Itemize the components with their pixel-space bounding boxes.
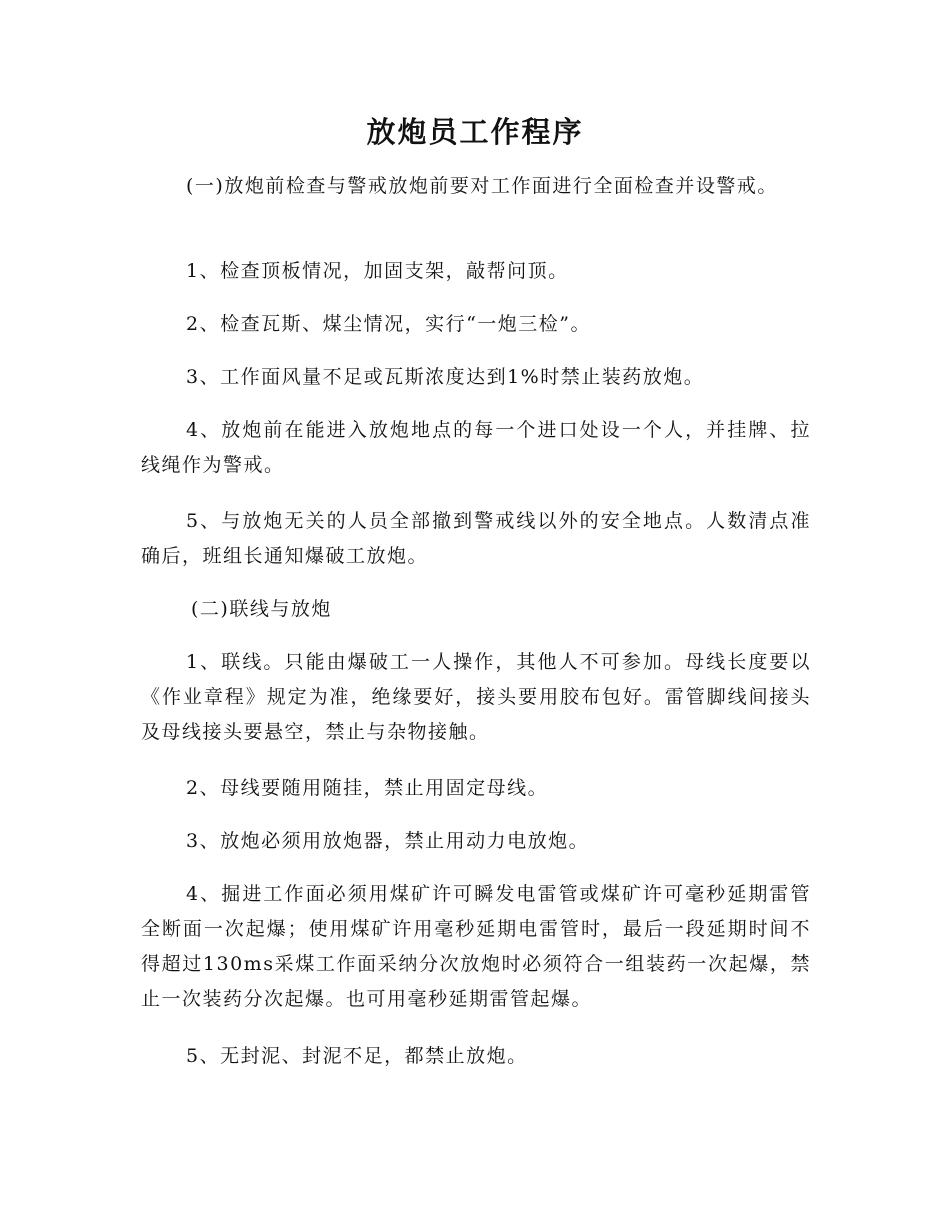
paragraph-section-1-heading: (一)放炮前检查与警戒放炮前要对工作面进行全面检查并设警戒。 xyxy=(186,175,778,197)
paragraph-item: 1、联线。只能由爆破工一人操作，其他人不可参加。母线长度要以《作业章程》规定为准，绝缘要好，接头要用胶布包好。雷管脚线间接头及母线接头要悬空，禁止与杂物接触。 xyxy=(141,651,811,743)
paragraph-item: 3、工作面风量不足或瓦斯浓度达到1%时禁止装药放炮。 xyxy=(186,366,705,388)
paragraph-item: 2、检查瓦斯、煤尘情况，实行“一炮三检”。 xyxy=(186,313,592,335)
paragraph-item: 3、放炮必须用放炮器，禁止用动力电放炮。 xyxy=(186,830,590,852)
document-title: 放炮员工作程序 xyxy=(366,115,584,149)
paragraph-item: 4、掘进工作面必须用煤矿许可瞬发电雷管或煤矿许可毫秒延期雷管全断面一次起爆；使用煤矿许用毫秒延期电雷管时，最后一段延期时间不得超过130ms采煤工作面采纳分次放炮时必须符合一组装药一次起爆，禁止一次装药分次起爆。也可用毫秒延期雷管起爆。 xyxy=(141,883,811,1010)
paragraph-item: 1、检查顶板情况，加固支架，敲帮问顶。 xyxy=(186,260,569,282)
paragraph-item: 2、母线要随用随挂，禁止用固定母线。 xyxy=(186,777,549,799)
paragraph-section-2-heading: (二)联线与放炮 xyxy=(191,598,332,620)
paragraph-item: 4、放炮前在能进入放炮地点的每一个进口处设一个人，并挂牌、拉线绳作为警戒。 xyxy=(141,419,811,476)
paragraph-item: 5、无封泥、封泥不足，都禁止放炮。 xyxy=(186,1045,528,1067)
paragraph-item: 5、与放炮无关的人员全部撤到警戒线以外的安全地点。人数清点准确后，班组长通知爆破工放炮。 xyxy=(141,510,811,567)
